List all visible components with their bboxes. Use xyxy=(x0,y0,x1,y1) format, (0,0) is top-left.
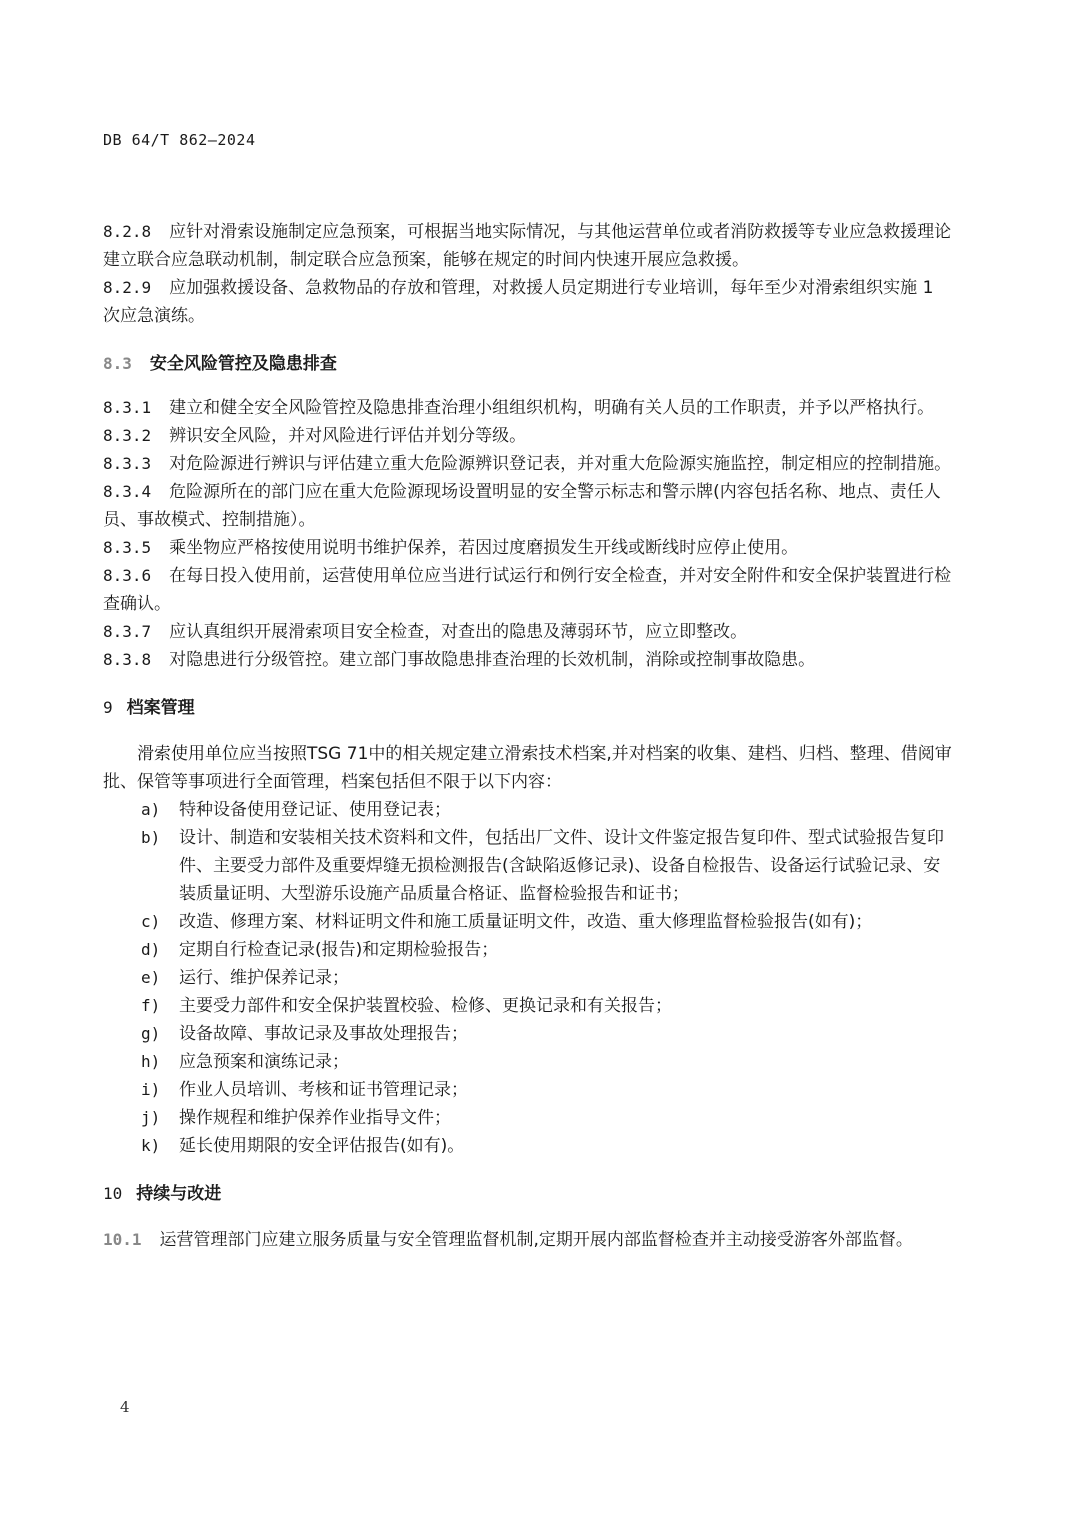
page-number: 4 xyxy=(120,1398,130,1416)
clause-text: 应认真组织开展滑索项目安全检查，对查出的隐患及薄弱环节，应立即整改。 xyxy=(169,622,748,642)
section-heading-9 xyxy=(103,694,953,722)
clause-number: 8.3.3 xyxy=(103,454,152,473)
clause-text: 运营管理部门应建立服务质量与安全管理监督机制,定期开展内部监督检查并主动接受游客外部监督。 xyxy=(159,1230,913,1250)
list-item xyxy=(103,1076,953,1104)
clause-8-3-2 xyxy=(103,422,953,450)
list-text: 定期自行检查记录(报告)和定期检验报告； xyxy=(179,940,499,960)
archive-intro: 滑索使用单位应当按照TSG 71中的相关规定建立滑索技术档案,并对档案的收集、建档、归档、整理、借阅审批、保管等事项进行全面管理，档案包括但不限于以下内容： xyxy=(103,744,952,792)
list-text: 设计、制造和安装相关技术资料和文件，包括出厂文件、设计文件鉴定报告复印件、型式试验报告复印件、主要受力部件及重要焊缝无损检测报告(含缺陷返修记录)、设备自检报告、设备运行试验记录、安装质量证明、大型游乐设施产品质量合格证、监督检验报告和证书； xyxy=(179,828,944,904)
section-title: 档案管理 xyxy=(126,698,195,718)
clause-8-3-4 xyxy=(103,478,953,534)
list-text: 改造、修理方案、材料证明文件和施工质量证明文件，改造、重大修理监督检验报告(如有)； xyxy=(179,912,873,932)
list-label: h) xyxy=(141,1052,161,1071)
section-heading-8-3 xyxy=(103,350,953,378)
list-item xyxy=(103,796,953,824)
clause-number: 8.3.8 xyxy=(103,650,152,669)
clause-text: 辨识安全风险，并对风险进行评估并划分等级。 xyxy=(169,426,527,446)
list-label: b) xyxy=(141,828,161,847)
list-item xyxy=(103,964,953,992)
list-item xyxy=(103,1048,953,1076)
list-item xyxy=(103,1104,953,1132)
list-item xyxy=(103,1020,953,1048)
clause-8-3-8 xyxy=(103,646,953,674)
clause-text: 危险源所在的部门应在重大危险源现场设置明显的安全警示标志和警示牌(内容包括名称、地点、责任人员、事故模式、控制措施）。 xyxy=(103,482,941,530)
clause-number: 8.3.4 xyxy=(103,482,152,501)
list-item xyxy=(103,992,953,1020)
list-item xyxy=(103,936,953,964)
clause-text: 应针对滑索设施制定应急预案，可根据当地实际情况，与其他运营单位或者消防救援等专业应急救援理论建立联合应急联动机制，制定联合应急预案，能够在规定的时间内快速开展应急救援。 xyxy=(103,222,952,270)
list-text: 操作规程和维护保养作业指导文件； xyxy=(179,1108,451,1128)
clause-8-3-6 xyxy=(103,562,953,618)
clause-8-2-8 xyxy=(103,218,953,274)
clause-text: 应加强救援设备、急救物品的存放和管理，对救援人员定期进行专业培训，每年至少对滑索组织实施 1 次应急演练。 xyxy=(103,278,934,326)
clause-8-3-7 xyxy=(103,618,953,646)
list-item xyxy=(103,1132,953,1160)
list-text: 设备故障、事故记录及事故处理报告； xyxy=(179,1024,468,1044)
clause-number: 8.2.9 xyxy=(103,278,152,297)
list-label: g) xyxy=(141,1024,161,1043)
section-number: 8.3 xyxy=(103,354,132,373)
clause-10-1 xyxy=(103,1226,953,1254)
list-text: 特种设备使用登记证、使用登记表； xyxy=(179,800,451,820)
section-number: 10 xyxy=(103,1184,123,1203)
clause-text: 建立和健全安全风险管控及隐患排查治理小组组织机构，明确有关人员的工作职责，并予以严格执行。 xyxy=(169,398,935,418)
list-label: c) xyxy=(141,912,161,931)
list-item xyxy=(103,824,953,908)
list-item xyxy=(103,908,953,936)
section-title: 安全风险管控及隐患排查 xyxy=(149,354,337,374)
section-title: 持续与改进 xyxy=(136,1184,222,1204)
list-text: 应急预案和演练记录； xyxy=(179,1052,349,1072)
clause-text: 在每日投入使用前，运营使用单位应当进行试运行和例行安全检查，并对安全附件和安全保护装置进行检查确认。 xyxy=(103,566,952,614)
document-body xyxy=(103,218,953,1254)
list-text: 延长使用期限的安全评估报告(如有)。 xyxy=(179,1136,465,1156)
list-label: d) xyxy=(141,940,161,959)
document-header: DB 64/T 862—2024 xyxy=(103,131,256,149)
clause-8-3-5 xyxy=(103,534,953,562)
list-label: e) xyxy=(141,968,161,987)
list-text: 运行、维护保养记录； xyxy=(179,968,349,988)
clause-number: 8.3.1 xyxy=(103,398,152,417)
clause-text: 对危险源进行辨识与评估建立重大危险源辨识登记表，并对重大危险源实施监控，制定相应的控制措施。 xyxy=(169,454,952,474)
clause-number: 8.3.6 xyxy=(103,566,152,585)
list-label: k) xyxy=(141,1136,161,1155)
clause-text: 对隐患进行分级管控。建立部门事故隐患排查治理的长效机制，消除或控制事故隐患。 xyxy=(169,650,816,670)
list-label: a) xyxy=(141,800,161,819)
clause-number: 8.3.7 xyxy=(103,622,152,641)
clause-number: 8.2.8 xyxy=(103,222,152,241)
list-text: 作业人员培训、考核和证书管理记录； xyxy=(179,1080,468,1100)
list-label: j) xyxy=(141,1108,161,1127)
clause-number: 8.3.5 xyxy=(103,538,152,557)
list-text: 主要受力部件和安全保护装置校验、检修、更换记录和有关报告； xyxy=(179,996,672,1016)
clause-number: 8.3.2 xyxy=(103,426,152,445)
section-heading-10 xyxy=(103,1180,953,1208)
clause-text: 乘坐物应严格按使用说明书维护保养，若因过度磨损发生开线或断线时应停止使用。 xyxy=(169,538,799,558)
clause-8-3-1 xyxy=(103,394,953,422)
list-label: i) xyxy=(141,1080,161,1099)
clause-8-2-9 xyxy=(103,274,953,330)
clause-number: 10.1 xyxy=(103,1230,142,1249)
clause-8-3-3 xyxy=(103,450,953,478)
list-label: f) xyxy=(141,996,161,1015)
section-number: 9 xyxy=(103,698,113,717)
